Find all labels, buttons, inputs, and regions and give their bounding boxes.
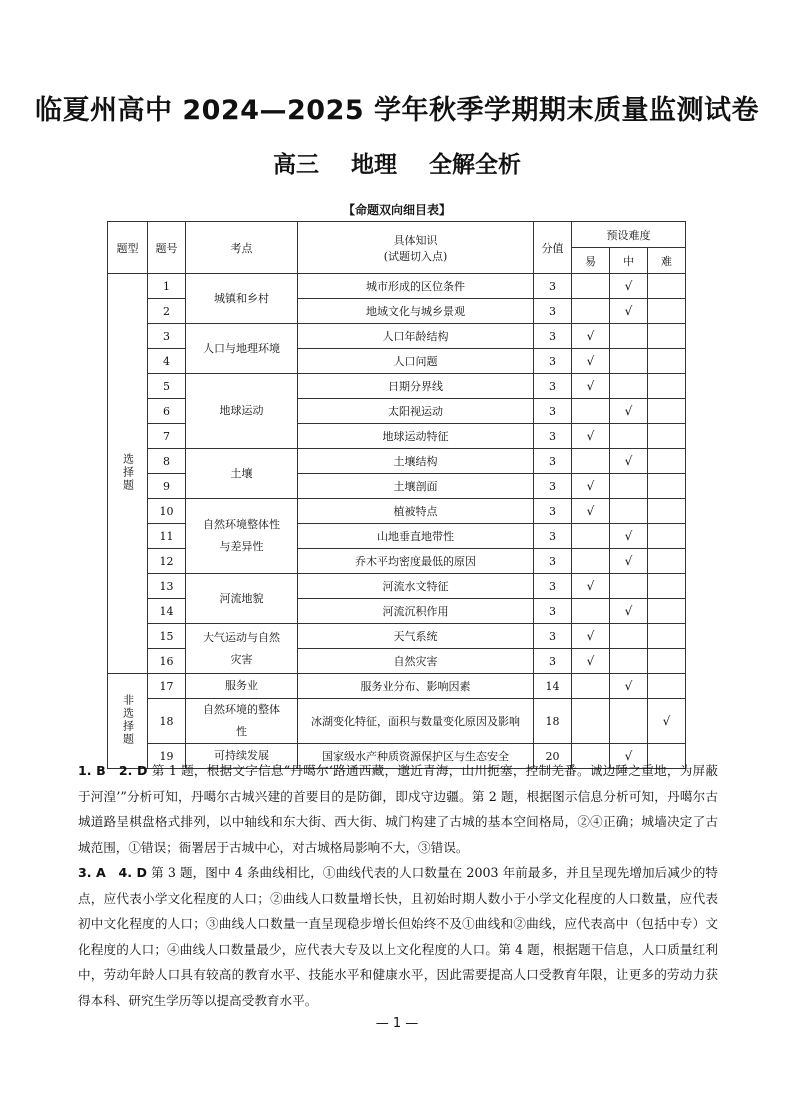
cell-difficulty-easy [572,449,610,474]
check-mark-icon: √ [624,749,633,763]
cell-exam-point: 人口与地理环境 [186,324,298,374]
cell-question-number: 12 [148,549,186,574]
cell-difficulty-easy [572,674,610,699]
cell-difficulty-hard [648,274,686,299]
cell-difficulty-easy [572,324,610,349]
cell-difficulty-hard [648,649,686,674]
header-type: 题型 [108,222,148,274]
cell-knowledge: 乔木平均密度最低的原因 [298,549,534,574]
cell-difficulty-hard [648,599,686,624]
cell-difficulty-easy [572,574,610,599]
cell-difficulty-medium [610,699,648,744]
cell-difficulty-medium [610,649,648,674]
answer-label: 3. A 4. D [78,865,147,880]
header-hard: 难 [648,248,686,274]
cell-difficulty-hard [648,449,686,474]
cell-score: 18 [534,699,572,744]
check-mark-icon: √ [624,454,633,468]
cell-knowledge: 山地垂直地带性 [298,524,534,549]
cell-difficulty-easy [572,649,610,674]
table-caption: 【命题双向细目表】 [342,203,451,217]
cell-difficulty-hard [648,674,686,699]
cell-knowledge: 冰湖变化特征，面积与数量变化原因及影响 [298,699,534,744]
cell-score: 20 [534,744,572,769]
header-score: 分值 [534,222,572,274]
subtitle-type: 全解全析 [429,152,522,178]
cell-score: 14 [534,674,572,699]
cell-question-number: 16 [148,649,186,674]
cell-question-number: 13 [148,574,186,599]
check-mark-icon: √ [586,479,595,493]
cell-difficulty-easy [572,524,610,549]
cell-question-number: 8 [148,449,186,474]
cell-difficulty-medium [610,474,648,499]
cell-question-type: 非选择题 [121,693,135,746]
subtitle-grade: 高三 [272,152,319,178]
cell-score: 3 [534,624,572,649]
cell-difficulty-medium [610,449,648,474]
cell-knowledge: 太阳视运动 [298,399,534,424]
cell-difficulty-medium [610,624,648,649]
table-row [108,274,686,299]
cell-difficulty-medium [610,324,648,349]
answer-label: 1. B 2. D [78,763,148,778]
cell-knowledge: 服务业分布、影响因素 [298,674,534,699]
cell-exam-point: 服务业 [186,674,298,699]
cell-score: 3 [534,599,572,624]
cell-exam-point: 城镇和乡村 [186,274,298,324]
check-mark-icon: √ [586,629,595,643]
cell-difficulty-easy [572,599,610,624]
check-mark-icon: √ [662,714,671,728]
header-knowledge-main: 具体知识 [393,233,438,247]
cell-question-number: 14 [148,599,186,624]
cell-knowledge: 河流沉积作用 [298,599,534,624]
header-knowledge-sub: (试题切入点) [383,249,448,263]
cell-difficulty-hard [648,349,686,374]
cell-score: 3 [534,299,572,324]
cell-score: 3 [534,449,572,474]
header-knowledge [298,222,534,274]
page-number: — 1 — [375,1016,419,1031]
cell-question-number: 18 [148,699,186,744]
cell-type [108,274,148,674]
cell-question-number: 5 [148,374,186,399]
check-mark-icon: √ [624,279,633,293]
cell-knowledge: 天气系统 [298,624,534,649]
cell-exam-point: 可持续发展 [186,744,298,769]
cell-difficulty-hard [648,499,686,524]
cell-question-number: 9 [148,474,186,499]
cell-type [108,674,148,769]
cell-difficulty-easy [572,299,610,324]
cell-knowledge: 地域文化与城乡景观 [298,299,534,324]
cell-exam-point: 大气运动与自然灾害 [186,624,298,674]
subtitle-subject: 地理 [351,152,397,178]
table-row [108,699,686,744]
cell-question-number: 1 [148,274,186,299]
cell-knowledge: 土壤剖面 [298,474,534,499]
cell-score: 3 [534,499,572,524]
table-row [108,449,686,474]
cell-difficulty-medium [610,274,648,299]
cell-score: 3 [534,574,572,599]
answer-paragraph [78,860,718,1013]
page-title: 临夏州高中 2024—2025 学年秋季学期期末质量监测试卷 [34,95,760,126]
cell-question-number: 6 [148,399,186,424]
check-mark-icon: √ [586,504,595,518]
cell-knowledge: 人口问题 [298,349,534,374]
cell-knowledge: 地球运动特征 [298,424,534,449]
table-row [108,624,686,649]
cell-difficulty-easy [572,624,610,649]
cell-exam-point: 地球运动 [186,374,298,449]
cell-exam-point: 自然环境的整体性 [186,699,298,744]
page-subtitle [0,146,794,179]
cell-difficulty-medium [610,599,648,624]
cell-difficulty-medium [610,549,648,574]
cell-difficulty-easy [572,424,610,449]
cell-difficulty-easy [572,374,610,399]
cell-difficulty-medium [610,349,648,374]
cell-difficulty-hard [648,524,686,549]
cell-knowledge: 自然灾害 [298,649,534,674]
cell-difficulty-hard [648,374,686,399]
check-mark-icon: √ [624,304,633,318]
cell-difficulty-hard [648,324,686,349]
check-mark-icon: √ [624,604,633,618]
answer-section [78,758,718,1013]
cell-difficulty-hard [648,549,686,574]
cell-question-number: 19 [148,744,186,769]
header-point: 考点 [186,222,298,274]
cell-difficulty-easy [572,499,610,524]
cell-difficulty-hard [648,474,686,499]
cell-knowledge: 日期分界线 [298,374,534,399]
cell-knowledge: 土壤结构 [298,449,534,474]
header-medium: 中 [610,248,648,274]
check-mark-icon: √ [586,329,595,343]
header-difficulty: 预设难度 [572,222,686,248]
answer-text: 第 3 题，图中 4 条曲线相比，①曲线代表的人口数量在 2003 年前最多，并且呈现先增加后减少的特点，应代表小学文化程度的人口；②曲线人口数量增长快，且初始时期人数小于小学文化程度的人口数量，应代表初中文化程度的人口；③曲线人口数量一直呈现稳步增长但始终不及①曲线和②曲线，应代表高中（包括中专）文化程度的人口；④曲线人口数量最少，应代表大专及以上文化程度的人口。第 4 题，根据题干信息，人口质量红利中，劳动年龄人口具有较高的教育水平、技能水平和健康水平，因此需要提高人口受教育年限，让更多的劳动力获得本科、研究生学历等以提高受教育水平。 [78,865,718,1008]
cell-difficulty-hard [648,624,686,649]
cell-score: 3 [534,424,572,449]
cell-exam-point: 自然环境整体性与差异性 [186,499,298,574]
cell-question-number: 10 [148,499,186,524]
table-row [108,499,686,524]
cell-difficulty-hard [648,699,686,744]
cell-knowledge: 国家级水产种质资源保护区与生态安全 [298,744,534,769]
cell-question-number: 17 [148,674,186,699]
cell-difficulty-hard [648,424,686,449]
cell-difficulty-easy [572,349,610,374]
cell-knowledge: 植被特点 [298,499,534,524]
cell-exam-point: 土壤 [186,449,298,499]
cell-difficulty-medium [610,424,648,449]
cell-difficulty-medium [610,399,648,424]
cell-difficulty-hard [648,399,686,424]
cell-difficulty-hard [648,299,686,324]
table-row [108,674,686,699]
cell-difficulty-medium [610,574,648,599]
check-mark-icon: √ [586,379,595,393]
cell-score: 3 [534,649,572,674]
spec-table-body [108,274,686,769]
cell-difficulty-easy [572,474,610,499]
table-row [108,374,686,399]
cell-knowledge: 人口年龄结构 [298,324,534,349]
cell-score: 3 [534,524,572,549]
check-mark-icon: √ [624,404,633,418]
spec-table [107,221,686,769]
check-mark-icon: √ [624,529,633,543]
check-mark-icon: √ [586,429,595,443]
cell-question-number: 4 [148,349,186,374]
check-mark-icon: √ [586,579,595,593]
cell-exam-point: 河流地貌 [186,574,298,624]
check-mark-icon: √ [624,554,633,568]
answer-paragraph [78,758,718,860]
table-row [108,324,686,349]
check-mark-icon: √ [624,679,633,693]
cell-difficulty-medium [610,299,648,324]
cell-score: 3 [534,399,572,424]
header-easy: 易 [572,248,610,274]
answer-text: 第 1 题，根据文字信息“丹噶尔‘路通西藏，邈近青海，山川扼塞，控制羌番。诚边陲之重地，为屏蔽于河湟’”分析可知，丹噶尔古城兴建的首要目的是防御，即戍守边疆。第 2 题，根据图示信息分析可知，丹噶尔古城道路呈棋盘格式排列，以中轴线和东大街、西大街、城门构建了古城的基本空间格局，②④正确；城墙决定了古城范围，①错误；衙署居于古城中心，对古城格局影响不大，③错误。 [78,763,718,855]
cell-question-number: 15 [148,624,186,649]
cell-question-number: 11 [148,524,186,549]
cell-difficulty-easy [572,399,610,424]
cell-difficulty-easy [572,549,610,574]
cell-difficulty-medium [610,499,648,524]
table-row [108,574,686,599]
header-num: 题号 [148,222,186,274]
cell-difficulty-hard [648,574,686,599]
cell-knowledge: 河流水文特征 [298,574,534,599]
cell-score: 3 [534,349,572,374]
cell-score: 3 [534,324,572,349]
cell-score: 3 [534,374,572,399]
cell-question-number: 7 [148,424,186,449]
cell-score: 3 [534,474,572,499]
cell-knowledge: 城市形成的区位条件 [298,274,534,299]
cell-question-type: 选择题 [121,452,135,492]
cell-score: 3 [534,549,572,574]
check-mark-icon: √ [586,354,595,368]
cell-difficulty-easy [572,699,610,744]
cell-score: 3 [534,274,572,299]
cell-question-number: 2 [148,299,186,324]
cell-question-number: 3 [148,324,186,349]
cell-difficulty-medium [610,374,648,399]
check-mark-icon: √ [586,654,595,668]
cell-difficulty-medium [610,524,648,549]
cell-difficulty-easy [572,274,610,299]
cell-difficulty-medium [610,674,648,699]
